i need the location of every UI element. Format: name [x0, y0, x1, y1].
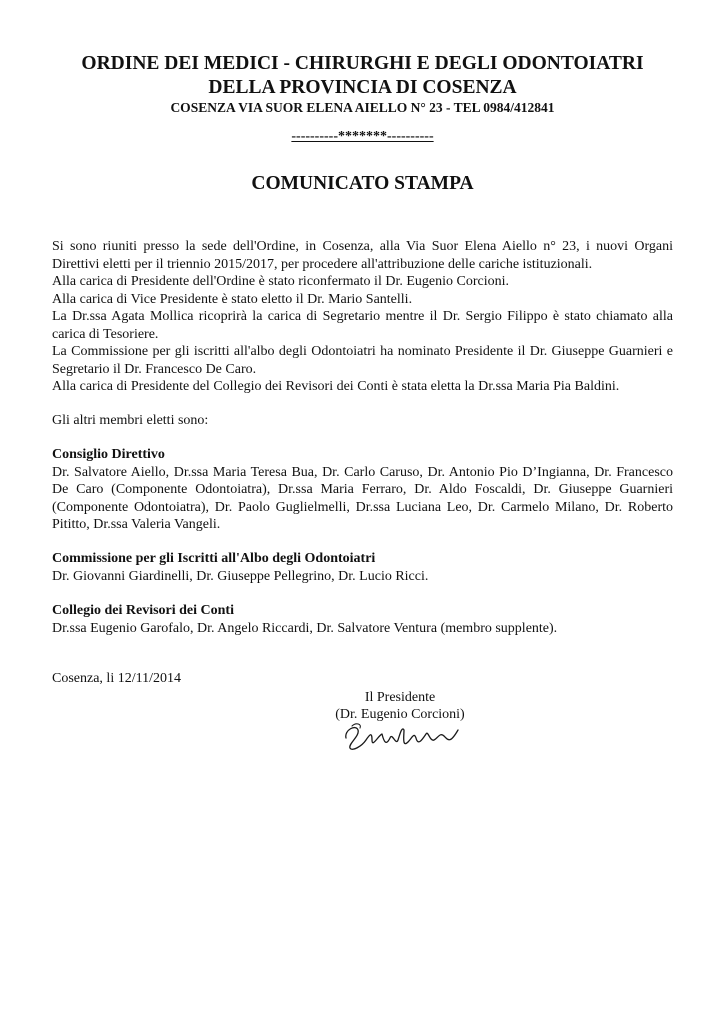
section-text: Dr.ssa Eugenio Garofalo, Dr. Angelo Riccardi, Dr. Salvatore Ventura (membro supplente). — [52, 620, 558, 636]
collegio-section — [52, 602, 673, 637]
commissione-section — [52, 550, 673, 585]
document-title: COMUNICATO STAMPA — [251, 173, 474, 194]
intro-paragraph: La Commissione per gli iscritti all'albo degli Odontoiatri ha nominato Presidente il Dr. Giuseppe Guarnieri e Segretario il Dr. Francesco De Caro. — [52, 344, 673, 377]
section-title: Consiglio Direttivo — [52, 447, 165, 462]
signature-name: (Dr. Eugenio Corcioni) — [335, 707, 465, 722]
intro-paragraph: Si sono riuniti presso la sede dell'Ordine, in Cosenza, alla Via Suor Elena Aiello n° 23, i nuovi Organi Direttivi eletti per il triennio 2015/2017, per procedere all'attribuzione delle cariche istituzionali. — [52, 239, 673, 272]
intro-paragraph: Alla carica di Presidente dell'Ordine è stato riconfermato il Dr. Eugenio Corcioni. — [52, 274, 509, 289]
intro-paragraph: Alla carica di Presidente del Collegio dei Revisori dei Conti è stata eletta la Dr.ssa Maria Pia Baldini. — [52, 379, 620, 394]
separator: ----------*******---------- — [291, 129, 434, 144]
section-text: Dr. Giovanni Giardinelli, Dr. Giuseppe Pellegrino, Dr. Lucio Ricci. — [52, 568, 429, 584]
other-members-intro: Gli altri membri eletti sono: — [52, 413, 209, 428]
intro-paragraph: La Dr.ssa Agata Mollica ricoprirà la carica di Segretario mentre il Dr. Sergio Filippo è stato chiamato alla carica di Tesoriere. — [52, 309, 673, 342]
signature-role: Il Presidente — [364, 690, 436, 705]
org-name-line2: DELLA PROVINCIA DI COSENZA — [208, 77, 517, 98]
org-name-line1: ORDINE DEI MEDICI - CHIRURGHI E DEGLI ODONTOIATRI — [81, 53, 644, 74]
org-address: COSENZA VIA SUOR ELENA AIELLO N° 23 - TEL 0984/412841 — [170, 100, 555, 115]
intro-paragraph: Alla carica di Vice Presidente è stato eletto il Dr. Mario Santelli. — [52, 291, 413, 307]
intro-section — [52, 238, 673, 396]
date-line: Cosenza, li 12/11/2014 — [52, 671, 181, 686]
section-title: Commissione per gli Iscritti all'Albo degli Odontoiatri — [52, 551, 376, 566]
handwritten-signature — [342, 716, 462, 756]
section-title: Collegio dei Revisori dei Conti — [52, 603, 234, 618]
section-text: Dr. Salvatore Aiello, Dr.ssa Maria Teresa Bua, Dr. Carlo Caruso, Dr. Antonio Pio D’Ingianna, Dr. Francesco De Caro (Componente Odontoiatra), Dr.ssa Maria Ferraro, Dr. Aldo Foscaldi, Dr. Giuseppe Guarnieri (Componente Odontoiatra), Dr. Paolo Guglielmelli, Dr.ssa Luciana Leo, Dr. Carmelo Milano, Dr. Roberto Pititto, Dr.ssa Valeria Vangeli. — [52, 464, 673, 532]
consiglio-section — [52, 446, 673, 534]
